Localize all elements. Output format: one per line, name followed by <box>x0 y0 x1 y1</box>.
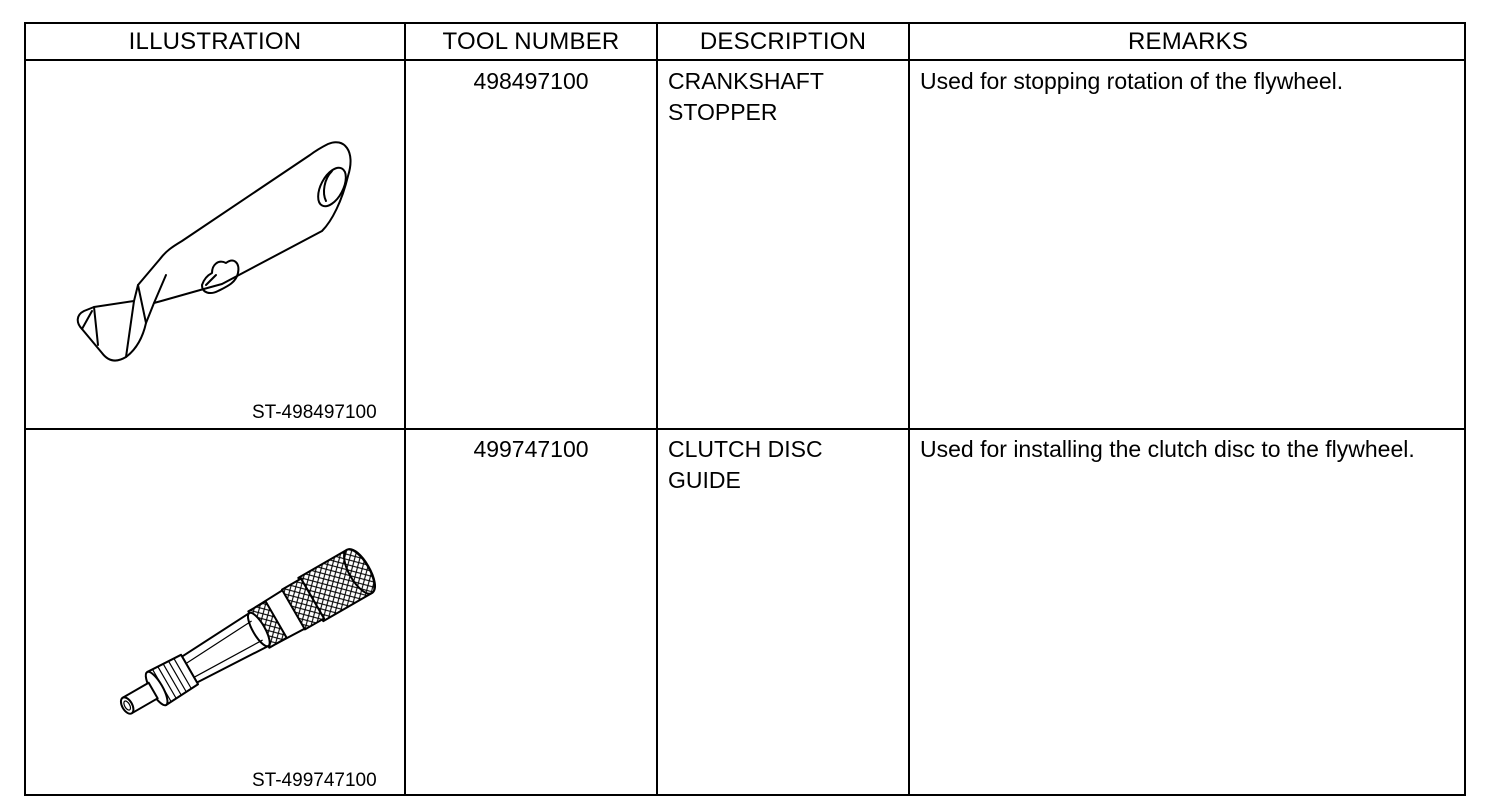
column-divider <box>908 24 910 794</box>
description-cell: CRANKSHAFT STOPPER <box>668 68 824 125</box>
special-tools-table <box>24 22 1466 796</box>
figure-caption: ST-498497100 <box>252 402 377 423</box>
column-divider <box>656 24 658 794</box>
remarks-cell: Used for stopping rotation of the flywheel. <box>920 68 1344 94</box>
description-cell: CLUTCH DISC GUIDE <box>668 436 823 493</box>
figure-caption: ST-499747100 <box>252 770 377 791</box>
clutch-disc-guide-drawing <box>26 430 404 798</box>
remarks-cell: Used for installing the clutch disc to the flywheel. <box>920 436 1415 462</box>
header-illustration: ILLUSTRATION <box>128 28 302 55</box>
tool-number-cell: 498497100 <box>473 68 589 94</box>
header-tool-number: TOOL NUMBER <box>442 28 620 55</box>
crankshaft-stopper-drawing <box>26 61 404 429</box>
column-divider <box>404 24 406 794</box>
tool-number-cell: 499747100 <box>473 436 589 462</box>
header-remarks: REMARKS <box>1127 28 1249 55</box>
header-description: DESCRIPTION <box>699 28 867 55</box>
